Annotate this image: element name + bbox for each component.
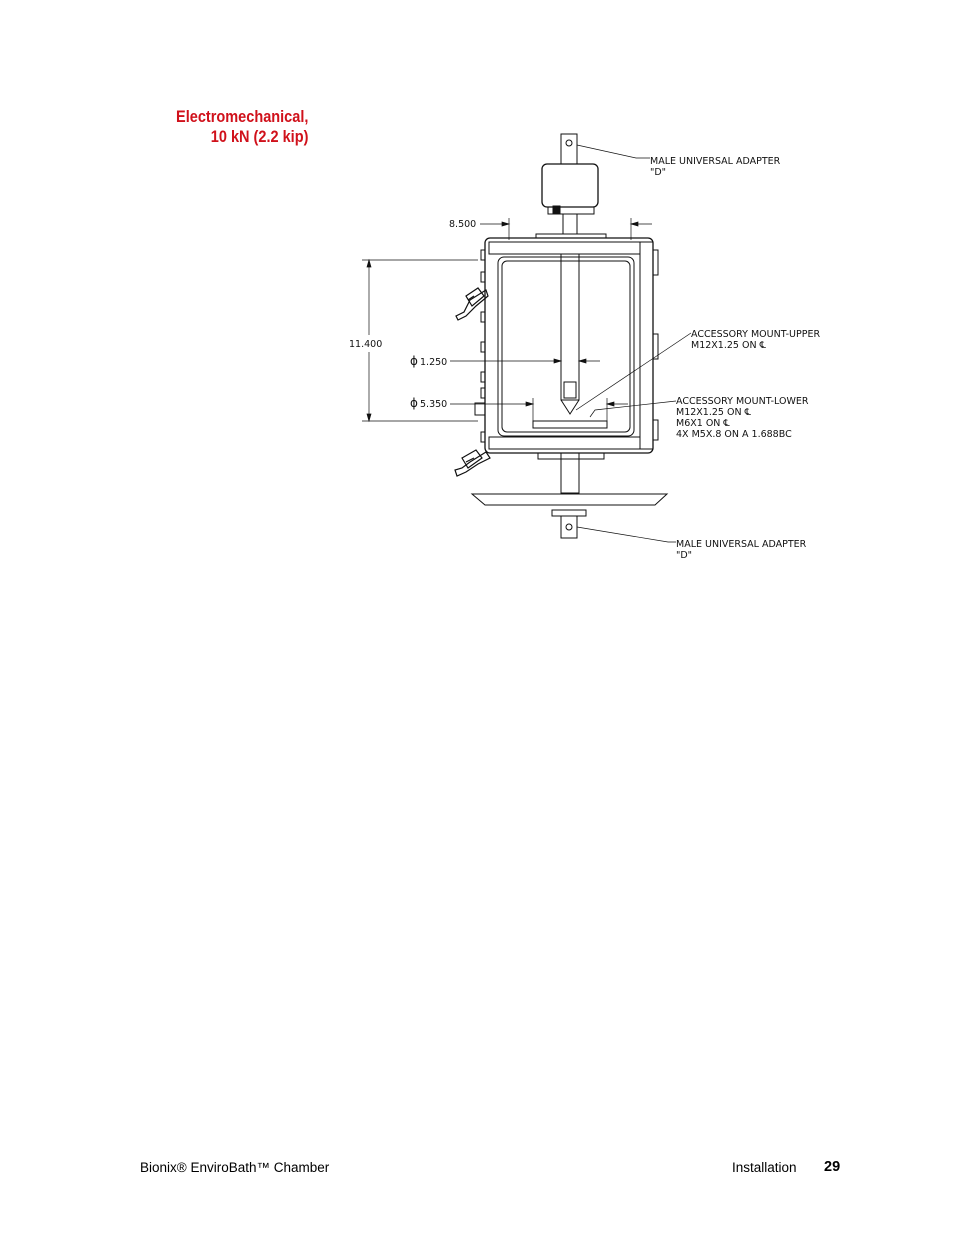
- callout-lower-line-2: M12X1.25 ON ℄: [676, 407, 751, 418]
- callout-lower-line-3: M6X1 ON ℄: [676, 418, 730, 429]
- footer-product-name: Bionix® EnviroBath™ Chamber: [140, 1160, 330, 1175]
- callout-lower-line-1: ACCESSORY MOUNT-LOWER: [676, 396, 809, 407]
- callout-bottom-line-1: MALE UNIVERSAL ADAPTER: [676, 539, 807, 550]
- dim-dia-small-label: 1.250: [420, 357, 448, 368]
- callout-lower-line-4: 4X M5X.8 ON A 1.688BC: [676, 429, 792, 440]
- lower-valve: [455, 450, 490, 476]
- callout-top-line-1: MALE UNIVERSAL ADAPTER: [650, 156, 781, 167]
- heading-line-1: Electromechanical,: [175, 108, 308, 126]
- dim-width-label: 8.500: [449, 219, 477, 230]
- dim-dia-large-label: 5.350: [420, 399, 448, 410]
- dim-dia-small-symbol: ϕ: [410, 354, 418, 368]
- pull-rod: [533, 254, 607, 428]
- lower-adapter-assembly: [472, 453, 667, 538]
- callout-upper-line-1: ACCESSORY MOUNT-UPPER: [691, 329, 821, 340]
- dim-dia-large-symbol: ϕ: [410, 396, 418, 410]
- callout-bottom-line-2: "D": [676, 550, 693, 561]
- dim-height-label: 11.400: [349, 339, 383, 350]
- dimension-lines: [362, 218, 652, 421]
- heading-line-2: 10 kN (2.2 kip): [210, 128, 308, 146]
- footer-section-name: Installation: [732, 1160, 797, 1175]
- footer-page-number: 29: [824, 1159, 841, 1175]
- upper-valve: [456, 288, 488, 320]
- upper-adapter-assembly: [536, 134, 606, 238]
- callout-top-line-2: "D": [650, 167, 667, 178]
- callout-upper-line-2: M12X1.25 ON ℄: [691, 340, 766, 351]
